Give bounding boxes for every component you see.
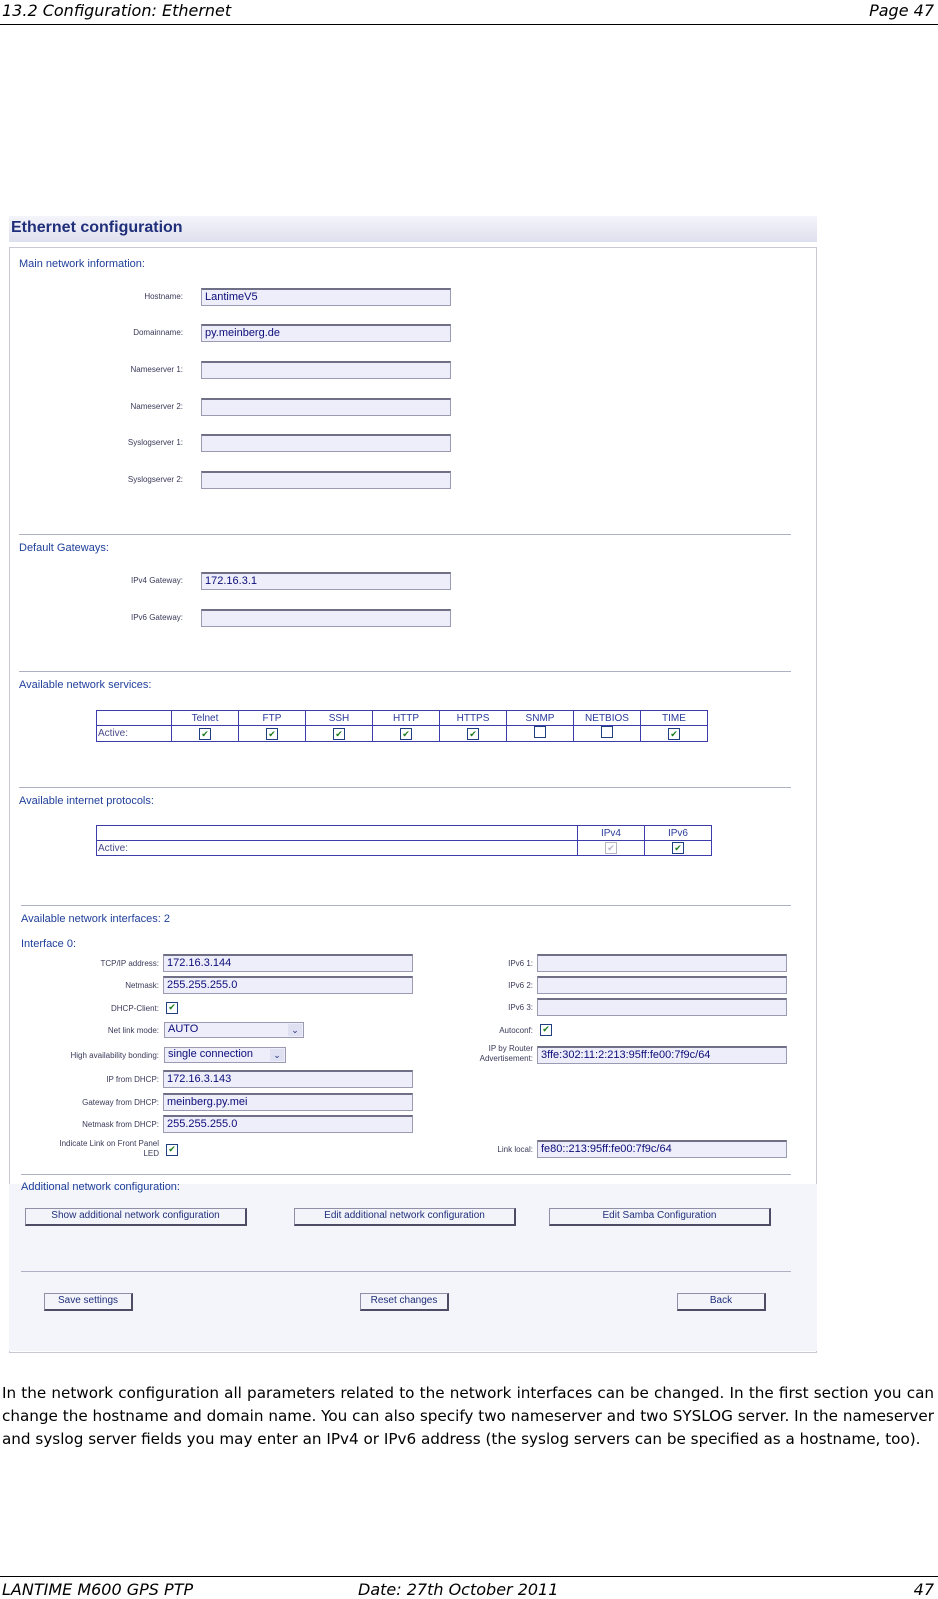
ethernet-config-screenshot	[9, 216, 817, 1352]
ipv6-3-input[interactable]	[537, 998, 787, 1016]
service-header: NETBIOS	[574, 711, 641, 726]
gateway-from-dhcp-field: meinberg.py.mei	[163, 1093, 413, 1111]
front-panel-led-label-line1: Indicate Link on Front Panel	[59, 1139, 159, 1148]
http-checkbox[interactable]: ✔	[400, 728, 412, 740]
tcpip-address-label: TCP/IP address:	[100, 959, 159, 968]
syslogserver-2-label: Syslogserver 2:	[127, 475, 183, 484]
service-header: Telnet	[172, 711, 239, 726]
divider	[19, 787, 791, 788]
ipv6-2-input[interactable]	[537, 976, 787, 994]
nameserver-1-input[interactable]	[201, 361, 451, 379]
dhcp-client-label: DHCP-Client:	[110, 1004, 159, 1013]
net-link-mode-value: AUTO	[168, 1023, 199, 1035]
link-local-label: Link local:	[497, 1145, 533, 1154]
protocols-header-row	[97, 826, 712, 841]
page-title: Ethernet configuration	[11, 219, 183, 236]
services-active-row	[97, 726, 708, 742]
syslogserver-1-label: Syslogserver 1:	[127, 438, 183, 447]
router-advertisement-label	[439, 1044, 533, 1064]
https-checkbox[interactable]: ✔	[467, 728, 479, 740]
syslogserver-2-input[interactable]	[201, 471, 451, 489]
edit-additional-config-button[interactable]: Edit additional network configuration	[294, 1208, 516, 1226]
tcpip-address-input[interactable]: 172.16.3.144	[163, 954, 413, 972]
hostname-label: Hostname:	[144, 292, 183, 301]
telnet-checkbox[interactable]: ✔	[199, 728, 211, 740]
service-header: FTP	[239, 711, 306, 726]
syslogserver-1-input[interactable]	[201, 434, 451, 452]
main-network-heading: Main network information:	[19, 258, 145, 270]
router-advertisement-label-line1: IP by Router	[488, 1044, 533, 1053]
protocol-header: IPv6	[645, 826, 712, 841]
network-interfaces-heading: Available network interfaces: 2	[21, 913, 170, 925]
ipv6-checkbox[interactable]: ✔	[672, 842, 684, 854]
services-table	[96, 710, 708, 742]
divider	[21, 905, 791, 906]
divider	[21, 1271, 791, 1272]
ha-bonding-select[interactable]	[164, 1047, 286, 1063]
service-cell	[574, 726, 641, 742]
protocol-cell	[645, 841, 712, 856]
front-panel-led-label	[19, 1139, 159, 1159]
protocols-table	[96, 825, 712, 856]
service-cell	[440, 726, 507, 742]
description-paragraph: In the network configuration all parameters related to the network interfaces can be changed. In the first section you can change the hostname and domain name. You can also specify two nameserver and two SYSLOG server. In the nameserver and syslog server fields you may enter an IPv4 or IPv6 address (the syslog servers can be specified as a hostname, too).	[2, 1384, 934, 1448]
ipv4-checkbox: ✔	[605, 842, 617, 854]
reset-changes-button[interactable]: Reset changes	[360, 1293, 449, 1311]
protocol-header: IPv4	[578, 826, 645, 841]
services-header-row	[97, 711, 708, 726]
ipv4-gateway-label: IPv4 Gateway:	[130, 576, 183, 585]
service-header: HTTPS	[440, 711, 507, 726]
divider	[19, 671, 791, 672]
service-header: TIME	[641, 711, 708, 726]
hostname-input[interactable]: LantimeV5	[201, 288, 451, 306]
ip-from-dhcp-field: 172.16.3.143	[163, 1070, 413, 1088]
net-link-mode-select[interactable]	[164, 1022, 304, 1038]
netmask-from-dhcp-field: 255.255.255.0	[163, 1115, 413, 1133]
section-title: 13.2 Configuration: Ethernet	[2, 1, 232, 20]
gateway-from-dhcp-label: Gateway from DHCP:	[82, 1098, 159, 1107]
ha-bonding-value: single connection	[168, 1048, 254, 1060]
ipv4-gateway-input[interactable]: 172.16.3.1	[201, 572, 451, 590]
service-cell	[239, 726, 306, 742]
default-gateways-heading: Default Gateways:	[19, 542, 109, 554]
front-panel-led-label-line2: LED	[143, 1149, 159, 1158]
ipv6-2-label: IPv6 2:	[508, 981, 533, 990]
service-header: SNMP	[507, 711, 574, 726]
additional-config-heading: Additional network configuration:	[21, 1181, 180, 1193]
link-local-field: fe80::213:95ff:fe00:7f9c/64	[537, 1140, 787, 1158]
nameserver-2-input[interactable]	[201, 398, 451, 416]
save-settings-button[interactable]: Save settings	[44, 1293, 133, 1311]
chevron-down-icon[interactable]: ⌄	[288, 1024, 302, 1036]
document-header	[0, 0, 938, 25]
nameserver-1-label: Nameserver 1:	[130, 365, 183, 374]
netmask-label: Netmask:	[125, 981, 159, 990]
ipv6-gateway-label: IPv6 Gateway:	[130, 613, 183, 622]
edit-samba-config-button[interactable]: Edit Samba Configuration	[549, 1208, 771, 1226]
protocol-cell	[578, 841, 645, 856]
front-panel-led-checkbox[interactable]: ✔	[166, 1144, 178, 1156]
autoconf-label: Autoconf:	[499, 1026, 533, 1035]
page-number: 47	[913, 1580, 934, 1599]
protocols-active-label: Active:	[97, 841, 578, 856]
router-advertisement-label-line2: Advertisement:	[479, 1054, 533, 1063]
document-footer	[0, 1576, 938, 1599]
ip-from-dhcp-label: IP from DHCP:	[106, 1075, 159, 1084]
snmp-checkbox[interactable]	[534, 726, 546, 738]
service-cell	[306, 726, 373, 742]
page-label: Page 47	[869, 1, 934, 20]
product-name: LANTIME M600 GPS PTP	[2, 1580, 194, 1599]
ipv6-gateway-input[interactable]	[201, 609, 451, 627]
services-active-label: Active:	[97, 726, 172, 742]
back-button[interactable]: Back	[677, 1293, 766, 1311]
service-header: SSH	[306, 711, 373, 726]
network-services-heading: Available network services:	[19, 679, 152, 691]
protocols-active-row	[97, 841, 712, 856]
time-checkbox[interactable]: ✔	[668, 728, 680, 740]
service-cell	[641, 726, 708, 742]
chevron-down-icon[interactable]: ⌄	[270, 1049, 284, 1061]
interface-0-heading: Interface 0:	[21, 938, 77, 950]
net-link-mode-label: Net link mode:	[107, 1026, 159, 1035]
autoconf-checkbox[interactable]: ✔	[540, 1024, 552, 1036]
protocols-corner-cell	[97, 826, 578, 841]
services-corner-cell	[97, 711, 172, 726]
show-additional-config-button[interactable]: Show additional network configuration	[25, 1208, 247, 1226]
document-date: Date: 27th October 2011	[358, 1580, 559, 1599]
netmask-input[interactable]: 255.255.255.0	[163, 976, 413, 994]
service-cell	[172, 726, 239, 742]
netmask-from-dhcp-label: Netmask from DHCP:	[82, 1120, 159, 1129]
domainname-input[interactable]: py.meinberg.de	[201, 324, 451, 342]
title-bar	[9, 216, 817, 242]
divider	[21, 1174, 791, 1175]
ftp-checkbox[interactable]: ✔	[266, 728, 278, 740]
dhcp-client-checkbox[interactable]: ✔	[166, 1002, 178, 1014]
ipv6-3-label: IPv6 3:	[508, 1003, 533, 1012]
internet-protocols-heading: Available internet protocols:	[19, 795, 154, 807]
divider	[19, 534, 791, 535]
router-advertisement-field: 3ffe:302:11:2:213:95ff:fe00:7f9c/64	[537, 1046, 787, 1064]
nameserver-2-label: Nameserver 2:	[130, 402, 183, 411]
ipv6-1-input[interactable]	[537, 954, 787, 972]
ipv6-1-label: IPv6 1:	[508, 959, 533, 968]
service-header: HTTP	[373, 711, 440, 726]
netbios-checkbox[interactable]	[601, 726, 613, 738]
domainname-label: Domainname:	[133, 328, 183, 337]
ha-bonding-label: High availability bonding:	[70, 1051, 159, 1060]
service-cell	[507, 726, 574, 742]
service-cell	[373, 726, 440, 742]
ssh-checkbox[interactable]: ✔	[333, 728, 345, 740]
